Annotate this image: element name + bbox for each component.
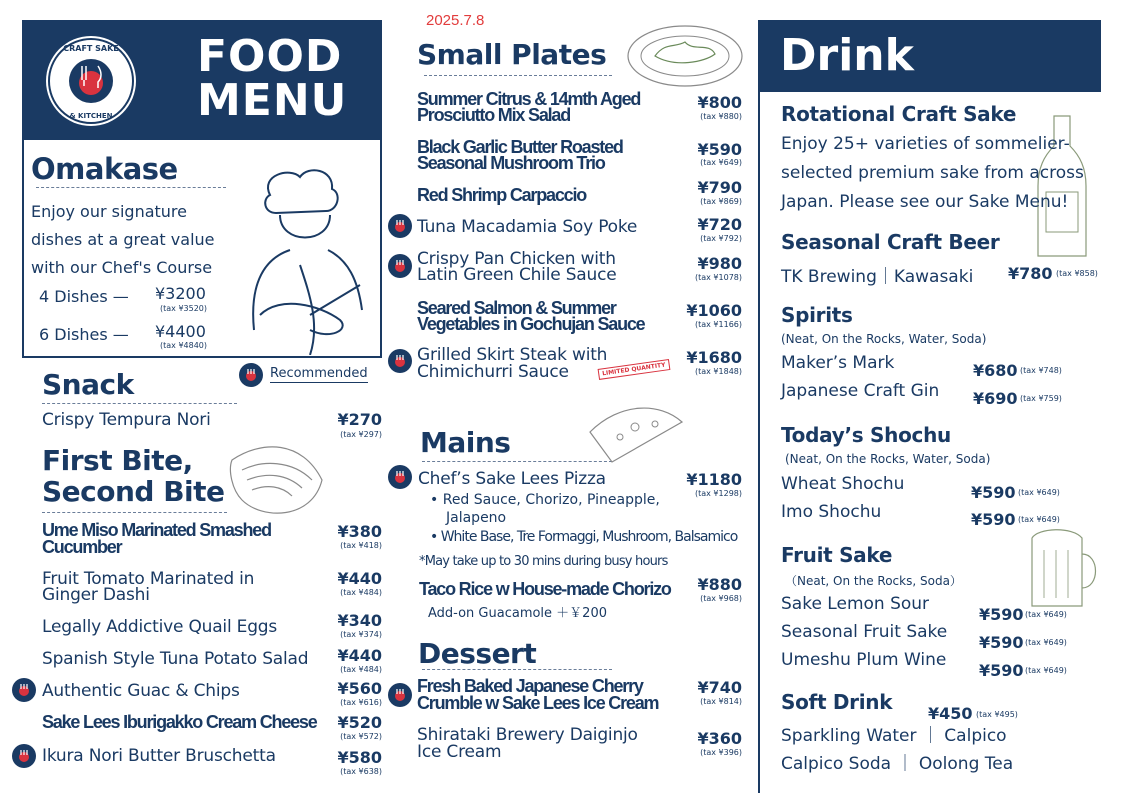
omakase-desc-1: Enjoy our signature <box>31 202 187 221</box>
item-price: ¥740 <box>697 678 742 697</box>
divider <box>42 403 237 404</box>
rotational-sake-title: Rotational Craft Sake <box>781 102 1017 126</box>
item-tax: (tax ¥572) <box>340 732 382 741</box>
recommended-icon <box>388 214 412 238</box>
item-tax: (tax ¥1848) <box>694 367 742 376</box>
recommended-icon <box>12 744 36 768</box>
menu-item: Grilled Skirt Steak with <box>417 345 608 365</box>
divider <box>422 461 612 462</box>
menu-item: Tuna Macadamia Soy Poke <box>417 217 638 237</box>
soft-drink-list: Calpico Soda ｜ Oolong Tea <box>781 754 1014 774</box>
item-price: ¥560 <box>337 679 382 698</box>
menu-date: 2025.7.8 <box>426 12 485 29</box>
drink-tax: (tax ¥649) <box>1025 610 1067 619</box>
item-price: ¥270 <box>337 410 382 429</box>
option-label: 4 Dishes — <box>39 287 129 306</box>
option-price: ¥4400 <box>155 322 206 341</box>
menu-item: Ume Miso Marinated Smashed <box>42 520 271 540</box>
menu-item: Legally Addictive Quail Eggs <box>42 617 278 637</box>
option-tax: (tax ¥3520) <box>160 304 208 313</box>
limited-quantity-stamp: LIMITED QUANTITY <box>598 359 671 380</box>
svg-text:CRAFT SAKE: CRAFT SAKE <box>63 44 119 53</box>
bullet-text: Red Sauce, Chorizo, Pineapple, <box>442 492 660 508</box>
drink-price: ¥590 <box>971 510 1016 529</box>
beer-title: Seasonal Craft Beer <box>781 230 1000 254</box>
item-tax: (tax ¥880) <box>700 112 742 121</box>
drink-tax: (tax ¥649) <box>1025 638 1067 647</box>
menu-item: Chef’s Sake Lees Pizza <box>418 469 606 489</box>
menu-item: Seared Salmon & Summer <box>417 298 616 318</box>
drink-tax: (tax ¥649) <box>1018 488 1060 497</box>
item-price: ¥440 <box>337 569 382 588</box>
item-tax: (tax ¥484) <box>340 588 382 597</box>
item-price: ¥380 <box>337 522 382 541</box>
omakase-option <box>39 325 129 344</box>
item-price: ¥360 <box>697 729 742 748</box>
item-price: ¥790 <box>697 178 742 197</box>
menu-item-line2: Crumble w Sake Lees Ice Cream <box>417 693 659 713</box>
fruit-sake-sub: （Neat, On the Rocks, Soda） <box>785 574 962 588</box>
recommended-icon <box>388 254 412 278</box>
menu-item: Fruit Tomato Marinated in <box>42 569 255 589</box>
item-tax: (tax ¥484) <box>340 665 382 674</box>
shochu-sub: (Neat, On the Rocks, Water, Soda) <box>785 452 991 466</box>
omakase-desc <box>31 198 215 282</box>
beer-name: TK Brewing｜Kawasaki <box>781 267 974 287</box>
soft-drink-tax: (tax ¥495) <box>976 710 1018 719</box>
small-plates-title: Small Plates <box>417 38 607 71</box>
drink-item: Japanese Craft Gin <box>781 381 940 401</box>
item-tax: (tax ¥396) <box>700 748 742 757</box>
omakase-desc-2: dishes at a great value <box>31 230 215 249</box>
pizza-illustration <box>585 402 685 467</box>
chef-illustration <box>240 165 380 355</box>
item-price: ¥980 <box>697 254 742 273</box>
drink-item: Seasonal Fruit Sake <box>781 622 948 642</box>
item-price: ¥440 <box>337 646 382 665</box>
divider <box>42 512 227 513</box>
menu-item: Taco Rice w House-made Chorizo <box>419 579 671 599</box>
beer-tax: (tax ¥858) <box>1056 269 1098 278</box>
food-title-line2: MENU <box>197 75 348 126</box>
menu-item-line2: Chimichurri Sauce <box>417 362 569 382</box>
item-tax: (tax ¥1298) <box>694 489 742 498</box>
drink-price: ¥590 <box>979 633 1024 652</box>
salad-illustration <box>625 18 745 88</box>
drink-item: Imo Shochu <box>781 502 882 522</box>
drink-header <box>758 20 1101 92</box>
menu-item: Red Shrimp Carpaccio <box>417 185 587 205</box>
pizza-note: *May take up to 30 mins during busy hours <box>419 554 668 569</box>
menu-item: Fresh Baked Japanese Cherry <box>417 676 643 696</box>
mains-title: Mains <box>420 426 511 459</box>
bullet-text: Jalapeno <box>446 510 507 526</box>
food-menu-header <box>22 20 382 140</box>
menu-item-line2: Vegetables in Gochujan Sauce <box>417 314 645 334</box>
item-tax: (tax ¥297) <box>340 430 382 439</box>
fruit-sake-title: Fruit Sake <box>781 543 893 567</box>
menu-item: Crispy Tempura Nori <box>42 410 211 430</box>
drink-column-border <box>758 20 760 793</box>
item-price: ¥1180 <box>686 470 742 489</box>
menu-item-line2: Seasonal Mushroom Trio <box>417 153 605 173</box>
drink-item: Wheat Shochu <box>781 474 905 494</box>
bullet-text: White Base, Tre Formaggi, Mushroom, Balsamico <box>440 529 738 545</box>
item-price: ¥580 <box>337 748 382 767</box>
menu-item: Black Garlic Butter Roasted <box>417 137 623 157</box>
option-label: 6 Dishes — <box>39 325 129 344</box>
item-tax: (tax ¥1166) <box>694 320 742 329</box>
recommended-icon <box>239 363 263 387</box>
item-tax: (tax ¥649) <box>700 158 742 167</box>
item-tax: (tax ¥374) <box>340 630 382 639</box>
drink-title: Drink <box>780 30 914 81</box>
recommended-icon <box>388 683 412 707</box>
item-price: ¥1680 <box>686 348 742 367</box>
drink-tax: (tax ¥649) <box>1018 515 1060 524</box>
item-tax: (tax ¥869) <box>700 197 742 206</box>
spirits-title: Spirits <box>781 303 853 327</box>
item-price: ¥1060 <box>686 301 742 320</box>
soft-drink-price: ¥450 <box>928 704 973 723</box>
recommended-icon <box>388 465 412 489</box>
menu-item: Summer Citrus & 14mth Aged <box>417 89 641 109</box>
item-price: ¥800 <box>697 93 742 112</box>
item-tax: (tax ¥792) <box>700 234 742 243</box>
divider <box>424 75 612 76</box>
first-bite-title-2: Second Bite <box>42 475 225 508</box>
desc-line: Japan. Please see our Sake Menu! <box>781 192 1069 212</box>
recommended-label: Recommended <box>270 366 368 381</box>
menu-item: Ikura Nori Butter Bruschetta <box>42 746 276 766</box>
logo <box>46 36 136 126</box>
rotational-sake-desc <box>781 130 1084 217</box>
spirits-sub: (Neat, On the Rocks, Water, Soda) <box>781 332 987 346</box>
menu-item-line2: Latin Green Chile Sauce <box>417 265 617 285</box>
pizza-option: • Red Sauce, Chorizo, Pineapple, Jalapeno <box>430 492 660 526</box>
svg-text:& KITCHEN: & KITCHEN <box>69 112 113 120</box>
menu-item: Authentic Guac & Chips <box>42 681 240 701</box>
soft-drink-list: Sparkling Water ｜ Calpico <box>781 726 1007 746</box>
sandwich-illustration <box>222 440 327 520</box>
item-tax: (tax ¥638) <box>340 767 382 776</box>
divider <box>422 669 612 670</box>
pizza-option: • White Base, Tre Formaggi, Mushroom, Balsamico <box>430 529 738 545</box>
drink-price: ¥680 <box>973 361 1018 380</box>
drink-price: ¥590 <box>979 661 1024 680</box>
item-tax: (tax ¥1078) <box>694 273 742 282</box>
omakase-option <box>39 287 129 306</box>
menu-item: Sake Lees Iburigakko Cream Cheese <box>42 712 317 732</box>
item-price: ¥880 <box>697 575 742 594</box>
menu-item: Shirataki Brewery Daiginjo <box>417 725 638 745</box>
shochu-title: Today’s Shochu <box>781 423 951 447</box>
soft-drink-title: Soft Drink <box>781 690 893 714</box>
first-bite-title-1: First Bite, <box>42 444 193 477</box>
item-tax: (tax ¥616) <box>340 698 382 707</box>
drink-price: ¥590 <box>971 483 1016 502</box>
item-price: ¥340 <box>337 611 382 630</box>
omakase-title: Omakase <box>31 152 178 186</box>
item-tax: (tax ¥968) <box>700 594 742 603</box>
drink-item: Maker’s Mark <box>781 353 895 373</box>
drink-tax: (tax ¥748) <box>1020 366 1062 375</box>
drink-item: Sake Lemon Sour <box>781 594 930 614</box>
recommended-icon <box>12 678 36 702</box>
menu-item: Crispy Pan Chicken with <box>417 249 616 269</box>
drink-price: ¥690 <box>973 389 1018 408</box>
drink-tax: (tax ¥649) <box>1025 666 1067 675</box>
desc-line: Enjoy 25+ varieties of sommelier- <box>781 134 1070 154</box>
drink-item: Umeshu Plum Wine <box>781 650 947 670</box>
desc-line: selected premium sake from across <box>781 163 1084 183</box>
dessert-title: Dessert <box>418 637 537 670</box>
divider <box>36 187 226 188</box>
item-tax: (tax ¥814) <box>700 697 742 706</box>
food-title-line1: FOOD <box>197 31 343 82</box>
menu-item-line2: Ginger Dashi <box>42 585 150 605</box>
item-tax: (tax ¥418) <box>340 541 382 550</box>
item-price: ¥720 <box>697 215 742 234</box>
drink-price: ¥590 <box>979 605 1024 624</box>
menu-item-line2: Cucumber <box>42 537 122 557</box>
option-price: ¥3200 <box>155 284 206 303</box>
recommended-icon <box>388 349 412 373</box>
item-price: ¥520 <box>337 713 382 732</box>
omakase-desc-3: with our Chef's Course <box>31 258 213 277</box>
option-tax: (tax ¥4840) <box>160 341 208 350</box>
menu-item-line2: Prosciutto Mix Salad <box>417 105 571 125</box>
drink-tax: (tax ¥759) <box>1020 394 1062 403</box>
menu-item: Spanish Style Tuna Potato Salad <box>42 649 309 669</box>
item-price: ¥590 <box>697 140 742 159</box>
beer-price: ¥780 <box>1008 264 1053 283</box>
snack-title: Snack <box>42 368 134 401</box>
beer-mug-illustration <box>1026 526 1104 612</box>
menu-item-line2: Ice Cream <box>417 742 502 762</box>
addon-text: Add-on Guacamole ＋￥200 <box>428 606 607 621</box>
